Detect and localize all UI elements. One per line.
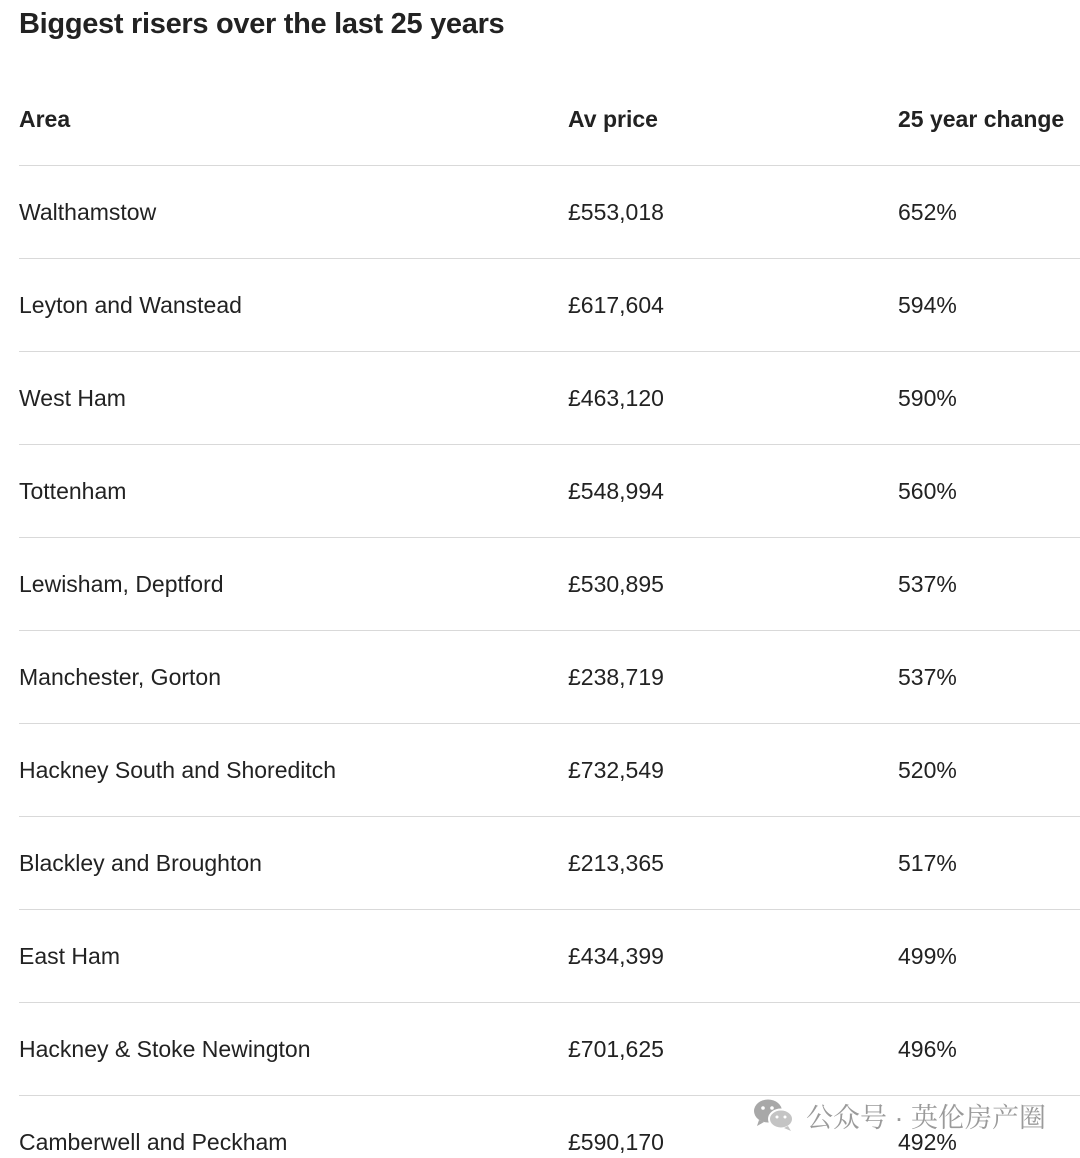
change-cell: 590% [898, 384, 957, 411]
change-cell: 520% [898, 756, 957, 783]
price-cell: £617,604 [568, 291, 664, 318]
column-header-area: Area [19, 105, 71, 132]
table-row [19, 910, 1080, 1003]
watermark-text: 公众号 · 英伦房产圈 [806, 1102, 1046, 1133]
table-title: Biggest risers over the last 25 years [19, 8, 505, 40]
table-header-row [19, 73, 1080, 166]
area-cell: Camberwell and Peckham [19, 1128, 288, 1155]
column-header-av-price: Av price [568, 105, 658, 132]
area-cell: East Ham [19, 942, 120, 969]
table-row [19, 724, 1080, 817]
table-row [19, 538, 1080, 631]
area-cell: Hackney South and Shoreditch [19, 756, 337, 783]
change-cell: 537% [898, 570, 957, 597]
change-cell: 499% [898, 942, 957, 969]
area-cell: Tottenham [19, 477, 127, 504]
area-cell: West Ham [19, 384, 126, 411]
table-row [19, 445, 1080, 538]
change-cell: 492% [898, 1128, 957, 1155]
change-cell: 496% [898, 1035, 957, 1062]
price-cell: £553,018 [568, 198, 664, 225]
area-cell: Blackley and Broughton [19, 849, 262, 876]
area-cell: Leyton and Wanstead [19, 291, 242, 318]
price-cell: £463,120 [568, 384, 664, 411]
price-cell: £732,549 [568, 756, 664, 783]
change-cell: 594% [898, 291, 957, 318]
wechat-icon [752, 1097, 796, 1133]
area-cell: Walthamstow [19, 198, 157, 225]
column-header-25-year-change: 25 year change [898, 105, 1065, 132]
area-cell: Lewisham, Deptford [19, 570, 224, 597]
price-cell: £434,399 [568, 942, 664, 969]
price-cell: £530,895 [568, 570, 664, 597]
watermark [752, 1094, 1046, 1136]
change-cell: 517% [898, 849, 957, 876]
table-row [19, 1003, 1080, 1096]
table-row [19, 166, 1080, 259]
risers-table [19, 73, 1080, 1158]
price-cell: £238,719 [568, 663, 664, 690]
price-cell: £548,994 [568, 477, 664, 504]
price-cell: £590,170 [568, 1128, 664, 1155]
change-cell: 560% [898, 477, 957, 504]
change-cell: 652% [898, 198, 957, 225]
change-cell: 537% [898, 663, 957, 690]
area-cell: Hackney & Stoke Newington [19, 1035, 311, 1062]
table-row [19, 352, 1080, 445]
table-row [19, 259, 1080, 352]
table-row [19, 631, 1080, 724]
area-cell: Manchester, Gorton [19, 663, 221, 690]
price-cell: £701,625 [568, 1035, 664, 1062]
price-cell: £213,365 [568, 849, 664, 876]
table-row [19, 817, 1080, 910]
